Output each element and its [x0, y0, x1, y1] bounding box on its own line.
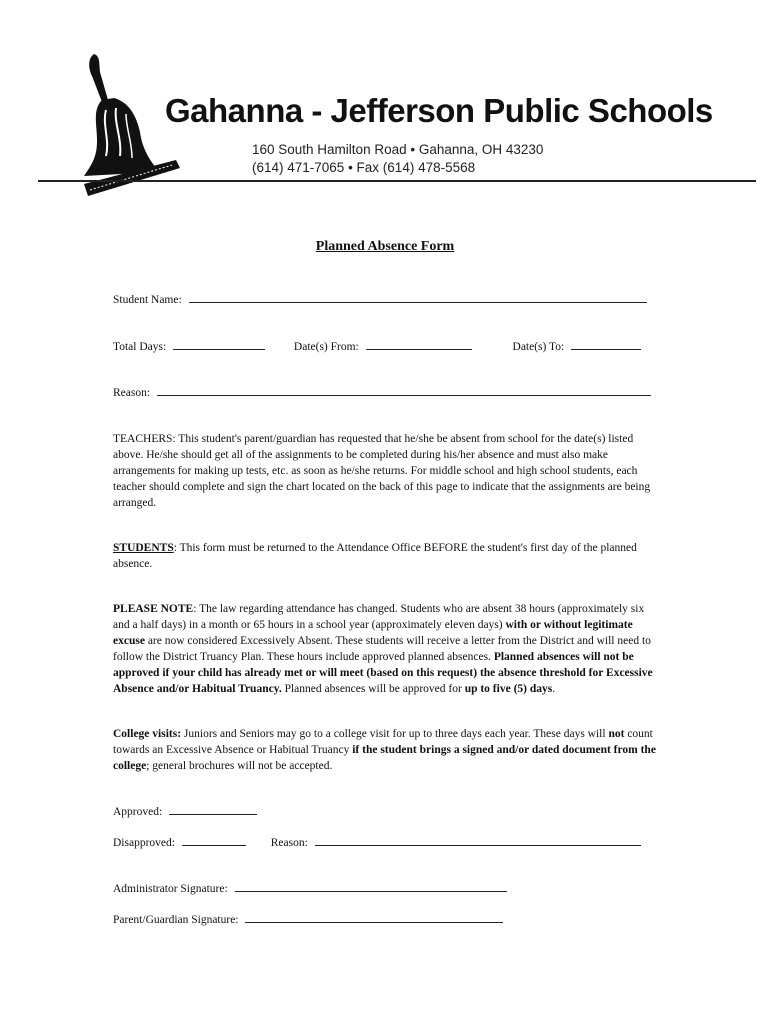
disapproved-field[interactable]	[182, 835, 246, 846]
total-days-label: Total Days:	[113, 341, 167, 353]
students-text: : This form must be returned to the Attendance Office BEFORE the student's first day of the planned absence.	[113, 542, 637, 570]
college-visits-heading: College visits:	[113, 728, 182, 740]
please-note-paragraph	[113, 601, 658, 697]
college-text-2: count towards an Excessive Absence or Habitual Truancy	[113, 728, 653, 756]
school-name: Gahanna - Jefferson Public Schools	[165, 92, 713, 129]
dates-to-field[interactable]	[571, 339, 641, 350]
disapproved-reason-field[interactable]	[315, 835, 641, 846]
disapproved-row	[113, 835, 641, 849]
please-note-bold-1: with or without legitimate excuse	[113, 619, 633, 647]
school-address: 160 South Hamilton Road • Gahanna, OH 43230	[252, 142, 544, 157]
approved-row	[113, 804, 257, 818]
admin-signature-field[interactable]	[235, 881, 507, 892]
letterhead	[0, 0, 770, 210]
reason-row	[113, 385, 651, 399]
college-bold-1: not	[608, 728, 625, 740]
approved-label: Approved:	[113, 806, 163, 818]
dates-row	[113, 339, 641, 353]
teachers-heading: TEACHERS:	[113, 433, 176, 445]
dates-to-label: Date(s) To:	[512, 341, 565, 353]
please-note-text-3: Planned absences will be approved for	[281, 683, 465, 695]
disapproved-label: Disapproved:	[113, 837, 175, 849]
admin-signature-row	[113, 881, 507, 895]
student-name-row	[113, 292, 647, 306]
student-name-field[interactable]	[189, 292, 647, 303]
reason-field[interactable]	[157, 385, 651, 396]
teachers-paragraph	[113, 431, 658, 511]
college-bold-2: if the student brings a signed and/or dated document from the college	[113, 744, 656, 772]
approved-field[interactable]	[169, 804, 257, 815]
disapproved-reason-label: Reason:	[270, 837, 308, 849]
please-note-text-2: are now considered Excessively Absent. These students will receive a letter from the District and will need to follow the District Truancy Plan. These hours include approved planned absences.	[113, 635, 651, 663]
please-note-bold-2: Planned absences will not be approved if your child has already met or will meet (based on this request) the absence threshold for Excessive Absence and/or Habitual Truancy.	[113, 651, 653, 695]
college-text-1: Juniors and Seniors may go to a college visit for up to three days each year. These days will	[181, 728, 609, 740]
parent-signature-row	[113, 912, 503, 926]
dates-from-field[interactable]	[366, 339, 472, 350]
student-name-label: Student Name:	[113, 294, 182, 306]
dates-from-label: Date(s) From:	[293, 341, 359, 353]
please-note-heading: PLEASE NOTE	[113, 603, 194, 615]
please-note-bold-3: up to five (5) days	[464, 683, 553, 695]
teachers-text: This student's parent/guardian has requested that he/she be absent from school for the date(s) listed above. He/she should get all of the assignments to be completed during his/her absence and must also make arrangements for making up tests, etc. as soon as he/she returns. For middle school and high school students, each teacher should complete and sign the chart located on the back of this page to indicate that the assignments are being arranged.	[113, 433, 651, 509]
students-heading: STUDENTS	[113, 542, 174, 554]
form-title: Planned Absence Form	[315, 239, 455, 254]
school-phone: (614) 471-7065 • Fax (614) 478-5568	[252, 160, 476, 175]
total-days-field[interactable]	[173, 339, 265, 350]
students-paragraph	[113, 540, 658, 572]
please-note-text-1: : The law regarding attendance has changed. Students who are absent 38 hours (approximately six and a half days) in a month or 65 hours in a school year (approximately eleven days)	[113, 603, 645, 631]
please-note-text-4: .	[552, 683, 556, 695]
college-text-3: ; general brochures will not be accepted.	[146, 760, 333, 772]
parent-signature-label: Parent/Guardian Signature:	[113, 914, 239, 926]
admin-signature-label: Administrator Signature:	[113, 883, 228, 895]
college-visits-paragraph	[113, 726, 658, 774]
parent-signature-field[interactable]	[245, 912, 503, 923]
reason-label: Reason:	[113, 387, 151, 399]
letterhead-divider	[38, 180, 756, 182]
